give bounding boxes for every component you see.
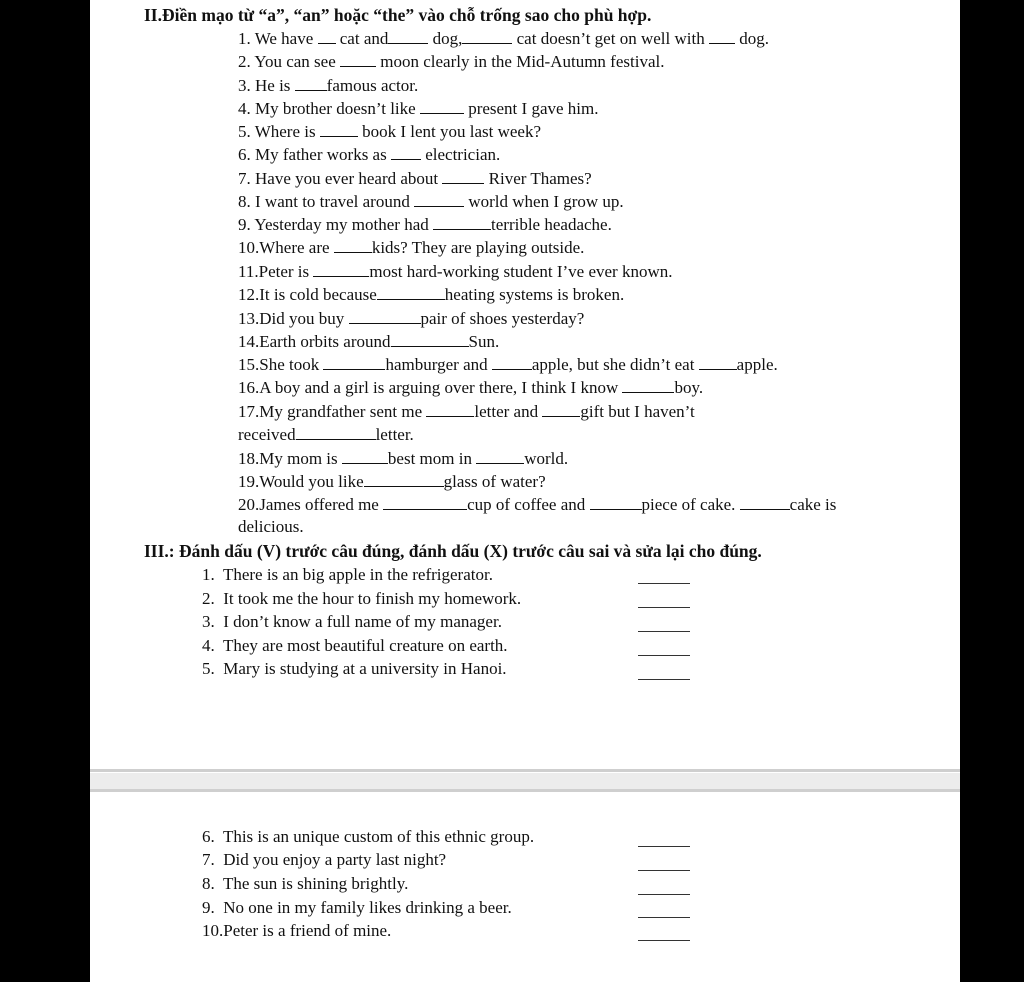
section-2-title: II.Điền mạo từ “a”, “an” hoặc “the” vào chỗ trống sao cho phù hợp. xyxy=(144,5,652,25)
blank[interactable] xyxy=(476,447,524,464)
answer-line-8[interactable] xyxy=(638,894,690,895)
worksheet-page xyxy=(90,0,960,982)
question-19: 19.Would you like glass of water? xyxy=(238,472,546,491)
blank[interactable] xyxy=(340,50,376,67)
blank[interactable] xyxy=(318,27,336,44)
page-divider xyxy=(90,769,960,772)
blank[interactable] xyxy=(426,400,474,417)
answer-line-3[interactable] xyxy=(638,631,690,632)
answer-line-2[interactable] xyxy=(638,607,690,608)
page-gap xyxy=(90,773,960,789)
blank[interactable] xyxy=(364,470,444,487)
question-20: 20.James offered me cup of coffee and piece of cake. cake is xyxy=(238,495,837,514)
blank[interactable] xyxy=(462,27,512,44)
question-11: 11.Peter is most hard-working student I’ve ever known. xyxy=(238,262,673,281)
question-18: 18.My mom is best mom in world. xyxy=(238,449,569,468)
answer-line-7[interactable] xyxy=(638,870,690,871)
answer-line-1[interactable] xyxy=(638,583,690,584)
answer-line-6[interactable] xyxy=(638,846,690,847)
blank[interactable] xyxy=(296,423,376,440)
blank[interactable] xyxy=(740,493,790,510)
statement-5: 5. Mary is studying at a university in Hanoi. xyxy=(202,659,507,678)
blank[interactable] xyxy=(383,493,467,510)
question-4: 4. My brother doesn’t like present I gave him. xyxy=(238,99,599,118)
question-16: 16.A boy and a girl is arguing over there, I think I know boy. xyxy=(238,378,704,397)
blank[interactable] xyxy=(414,190,464,207)
blank[interactable] xyxy=(542,400,580,417)
question-20-cont: delicious. xyxy=(238,517,304,536)
question-14: 14.Earth orbits around Sun. xyxy=(238,332,500,351)
section-3-title: III.: Đánh dấu (V) trước câu đúng, đánh dấu (X) trước câu sai và sửa lại cho đúng. xyxy=(144,541,762,561)
question-8: 8. I want to travel around world when I grow up. xyxy=(238,192,624,211)
blank[interactable] xyxy=(320,120,358,137)
blank[interactable] xyxy=(323,353,385,370)
question-5: 5. Where is book I lent you last week? xyxy=(238,122,542,141)
question-6: 6. My father works as electrician. xyxy=(238,145,501,164)
blank[interactable] xyxy=(709,27,735,44)
blank[interactable] xyxy=(622,376,674,393)
blank[interactable] xyxy=(391,330,469,347)
blank[interactable] xyxy=(420,97,464,114)
blank[interactable] xyxy=(334,236,372,253)
blank[interactable] xyxy=(313,260,369,277)
answer-line-5[interactable] xyxy=(638,679,690,680)
blank[interactable] xyxy=(295,74,327,91)
statement-2: 2. It took me the hour to finish my homework. xyxy=(202,589,522,608)
blank[interactable] xyxy=(442,167,484,184)
answer-line-9[interactable] xyxy=(638,917,690,918)
answer-line-4[interactable] xyxy=(638,655,690,656)
question-10: 10.Where are kids? They are playing outside. xyxy=(238,238,585,257)
statement-10: 10.Peter is a friend of mine. xyxy=(202,921,392,940)
question-7: 7. Have you ever heard about River Thames? xyxy=(238,169,592,188)
statement-4: 4. They are most beautiful creature on earth. xyxy=(202,636,508,655)
question-17-cont: received letter. xyxy=(238,425,414,444)
statement-1: 1. There is an big apple in the refrigerator. xyxy=(202,565,493,584)
blank[interactable] xyxy=(699,353,737,370)
blank[interactable] xyxy=(349,307,421,324)
blank[interactable] xyxy=(590,493,642,510)
question-1: 1. We have cat and dog, cat doesn’t get on well with dog. xyxy=(238,29,769,48)
answer-line-10[interactable] xyxy=(638,940,690,941)
question-3: 3. He is famous actor. xyxy=(238,76,419,95)
blank[interactable] xyxy=(492,353,532,370)
statement-9: 9. No one in my family likes drinking a beer. xyxy=(202,898,512,917)
question-12: 12.It is cold because heating systems is broken. xyxy=(238,285,625,304)
question-2: 2. You can see moon clearly in the Mid-Autumn festival. xyxy=(238,52,665,71)
blank[interactable] xyxy=(433,213,491,230)
question-13: 13.Did you buy pair of shoes yesterday? xyxy=(238,309,585,328)
question-15: 15.She took hamburger and apple, but she didn’t eat apple. xyxy=(238,355,778,374)
question-9: 9. Yesterday my mother had terrible headache. xyxy=(238,215,612,234)
statement-7: 7. Did you enjoy a party last night? xyxy=(202,850,447,869)
blank[interactable] xyxy=(388,27,428,44)
blank[interactable] xyxy=(377,283,445,300)
blank[interactable] xyxy=(391,143,421,160)
statement-8: 8. The sun is shining brightly. xyxy=(202,874,409,893)
statement-6: 6. This is an unique custom of this ethnic group. xyxy=(202,827,535,846)
statement-3: 3. I don’t know a full name of my manager. xyxy=(202,612,502,631)
page-divider xyxy=(90,789,960,792)
question-17: 17.My grandfather sent me letter and gift but I haven’t xyxy=(238,402,695,421)
blank[interactable] xyxy=(342,447,388,464)
